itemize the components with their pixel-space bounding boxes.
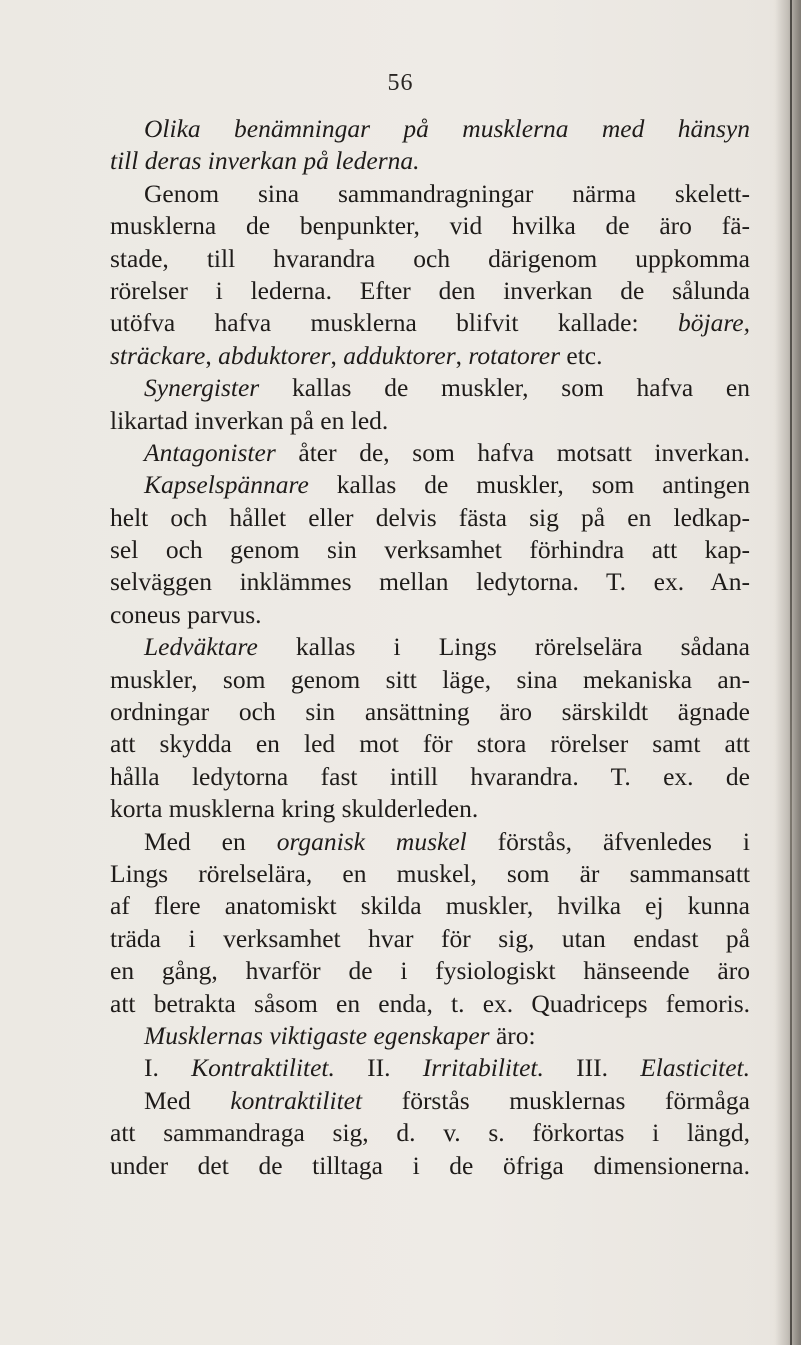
text-line: [110, 210, 750, 242]
text-line: [110, 599, 750, 631]
text-line: [110, 372, 750, 404]
text-line: [110, 1085, 750, 1117]
text-run: II.: [334, 1053, 423, 1083]
body-text: [110, 113, 750, 1182]
text-line: [110, 955, 750, 987]
italic-text: adduktorer: [343, 340, 456, 370]
text-run: selväggen inklämmes mellan ledytorna. T. ex. An-: [110, 567, 750, 597]
text-line: [110, 858, 750, 890]
text-run: förstås, äfvenledes i: [466, 826, 750, 856]
text-line: [110, 437, 750, 469]
text-line: [110, 728, 750, 760]
text-line: [110, 405, 750, 437]
text-run: under det de tilltaga i de öfriga dimensionerna.: [110, 1150, 750, 1180]
text-run: förstås musklernas förmåga: [362, 1085, 750, 1115]
text-run: I.: [144, 1053, 192, 1083]
italic-text: Elasticitet.: [640, 1053, 750, 1083]
text-run: en gång, hvarför de i fysiologiskt hänseende äro: [110, 956, 750, 986]
text-run: Lings rörelselära, en muskel, som är sammansatt: [110, 858, 750, 888]
italic-text: Irritabilitet.: [422, 1053, 544, 1083]
text-run: hålla ledytorna fast intill hvarandra. T. ex. de: [110, 761, 750, 791]
text-line: [110, 566, 750, 598]
text-line: [110, 1052, 750, 1084]
text-run: ,: [205, 340, 219, 370]
text-run: kallas de muskler, som hafva en: [259, 373, 750, 403]
text-run: likartad inverkan på en led.: [110, 405, 389, 435]
text-run: kallas de muskler, som antingen: [308, 470, 750, 500]
italic-text: rotatorer: [468, 340, 560, 370]
text-line: [110, 826, 750, 858]
italic-text: sträckare: [110, 340, 206, 370]
text-line: [110, 275, 750, 307]
italic-text: kontraktilitet: [230, 1085, 363, 1115]
text-run: korta musklerna kring skulderleden.: [110, 794, 479, 824]
text-run: helt och hållet eller delvis fästa sig på en ledkap-: [110, 502, 750, 532]
text-line: [110, 243, 750, 275]
text-run: åter de, som hafva motsatt inverkan.: [275, 437, 750, 467]
page-number: 56: [387, 70, 414, 96]
text-line: [110, 923, 750, 955]
page-edge-shadow: [775, 0, 801, 1345]
text-line: [110, 631, 750, 663]
text-line: [110, 761, 750, 793]
text-run: af flere anatomiskt skilda muskler, hvilka ej kunna: [110, 891, 750, 921]
text-line: [110, 890, 750, 922]
text-line: [110, 664, 750, 696]
text-run: stade, till hvarandra och därigenom uppkomma: [110, 243, 750, 273]
text-run: musklerna de benpunkter, vid hvilka de äro fä-: [110, 211, 750, 241]
italic-text: Kapselspännare: [144, 470, 309, 500]
text-run: Med: [144, 1085, 231, 1115]
text-line: [110, 340, 750, 372]
text-run: kallas i Lings rörelselära sådana: [257, 632, 750, 662]
text-line: [110, 1150, 750, 1182]
italic-text: Kontraktilitet.: [191, 1053, 335, 1083]
text-run: coneus parvus.: [110, 599, 262, 629]
text-run: utöfva hafva musklerna blifvit kallade:: [110, 308, 678, 338]
text-line: [110, 307, 750, 339]
text-run: att betrakta såsom en enda, t. ex. Quadriceps femoris.: [110, 988, 750, 1018]
text-run: att skydda en led mot för stora rörelser samt att: [110, 729, 750, 759]
italic-text: abduktorer: [218, 340, 331, 370]
text-run: att sammandraga sig, d. v. s. förkortas i längd,: [110, 1118, 750, 1148]
text-run: etc.: [560, 340, 603, 370]
text-run: äro:: [489, 1020, 536, 1050]
text-line: [110, 178, 750, 210]
text-line: [110, 145, 750, 177]
text-run: Genom sina sammandragningar närma skelett-: [144, 178, 750, 208]
text-line: [110, 1117, 750, 1149]
italic-text: Antagonister: [144, 437, 276, 467]
text-run: sel och genom sin verksamhet förhindra att kap-: [110, 535, 750, 565]
text-line: [110, 469, 750, 501]
italic-text: organisk muskel: [276, 826, 467, 856]
italic-text: Ledväktare: [144, 632, 258, 662]
italic-text: Olika benämningar på musklerna med hänsyn: [144, 114, 750, 143]
italic-text: böjare,: [677, 308, 750, 338]
text-line: [110, 988, 750, 1020]
text-line: [110, 113, 750, 145]
text-line: [110, 502, 750, 534]
text-line: [110, 1020, 750, 1052]
text-run: muskler, som genom sitt läge, sina mekaniska an-: [110, 664, 750, 694]
italic-text: Musklernas viktigaste egenskaper: [144, 1020, 490, 1050]
text-line: [110, 696, 750, 728]
text-line: [110, 534, 750, 566]
text-run: ,: [455, 340, 469, 370]
italic-text: Synergister: [144, 373, 260, 403]
text-run: III.: [543, 1053, 641, 1083]
text-run: träda i verksamhet hvar för sig, utan endast på: [110, 923, 750, 953]
text-run: ordningar och sin ansättning äro särskildt ägnade: [110, 697, 750, 727]
text-run: Med en: [144, 826, 277, 856]
text-run: rörelser i lederna. Efter den inverkan de sålunda: [110, 275, 750, 305]
text-run: ,: [330, 340, 344, 370]
page-edge-line: [790, 0, 792, 1345]
italic-text: till deras inverkan på lederna.: [110, 146, 420, 176]
text-line: [110, 793, 750, 825]
